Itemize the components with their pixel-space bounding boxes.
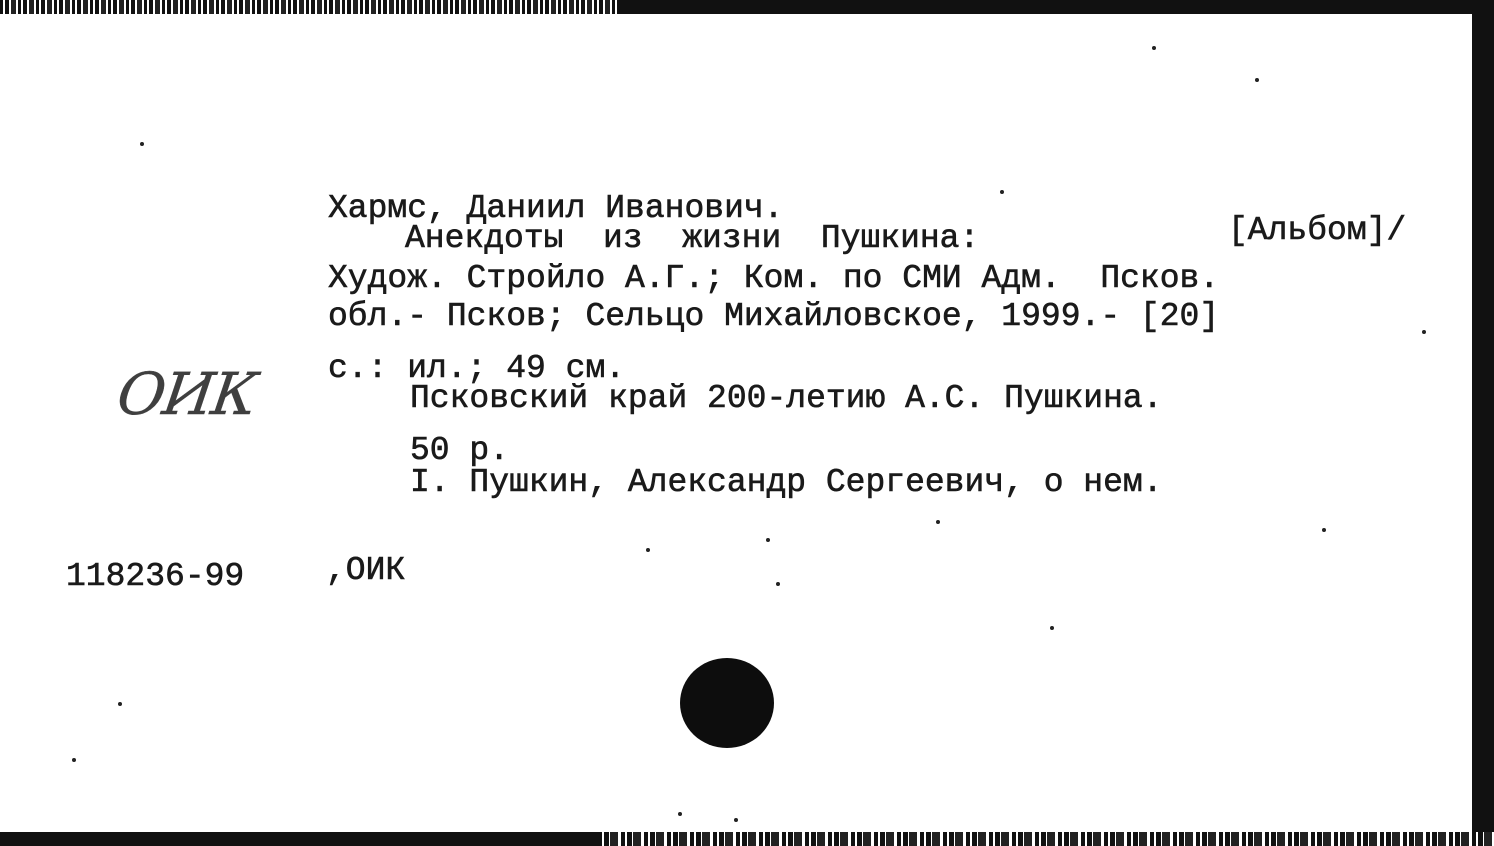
subject-heading: I. Пушкин, Александр Сергеевич, о нем. [410,464,1163,501]
scan-edge-right [1472,0,1494,846]
dust-speck [1255,78,1259,82]
dust-speck [936,520,940,524]
scan-edge-bottom-solid [0,832,600,846]
author-heading: Хармс, Даниил Иванович. [328,190,784,227]
dust-speck [140,142,144,146]
dust-speck [1000,190,1004,194]
title-line-2: Худож. Стройло А.Г.; Ком. по СМИ Адм. Псков. [328,260,1220,297]
dust-speck [646,548,650,552]
dust-speck [72,758,76,762]
dust-speck [1422,330,1426,334]
punch-hole [680,658,774,748]
dust-speck [776,582,780,586]
series-note: Псковский край 200-летию А.С. Пушкина. [410,380,1163,417]
price: 50 р. [410,432,510,469]
shelf-mark: ,ОИК [326,552,406,589]
title-line-1: Анекдоты из жизни Пушкина: [405,220,980,257]
dust-speck [1152,46,1156,50]
dust-speck [678,812,682,816]
title-line-4: с.: ил.; 49 см. [328,350,626,387]
handwritten-stamp: ОИК [113,360,260,428]
accession-number: 118236-99 [66,558,245,595]
title-line-1-material: [Альбом]/ [1228,212,1407,249]
dust-speck [1322,528,1326,532]
dust-speck [1050,626,1054,630]
dust-speck [118,702,122,706]
dust-speck [766,538,770,542]
scan-edge-top-solid [620,0,1494,14]
title-line-3: обл.- Псков; Сельцо Михайловское, 1999.- [20] [328,298,1220,335]
dust-speck [734,818,738,822]
